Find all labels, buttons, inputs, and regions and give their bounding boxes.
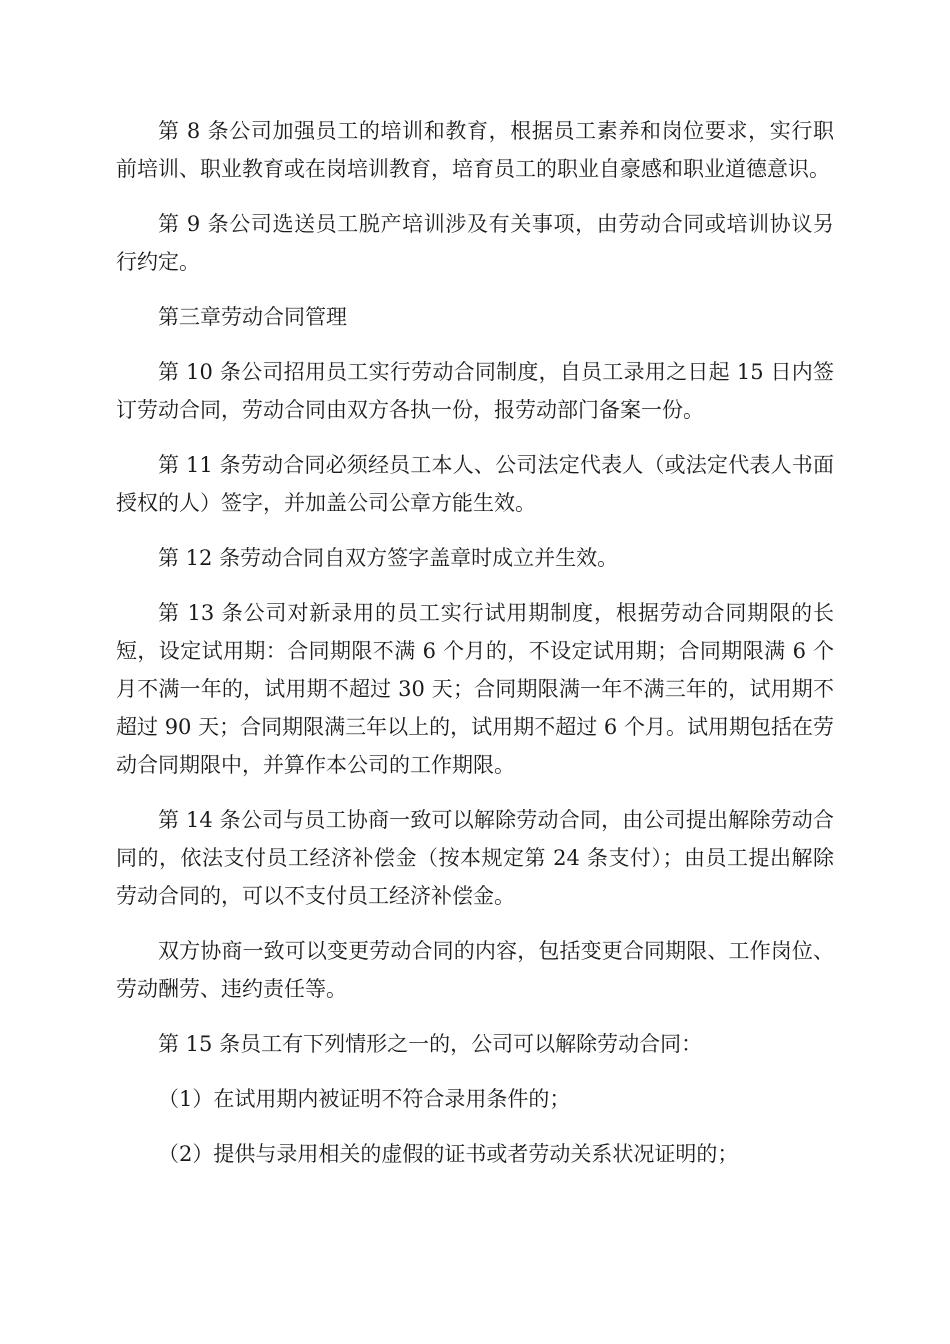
contract-change-paragraph: 双方协商一致可以变更劳动合同的内容，包括变更合同期限、工作岗位、劳动酬劳、违约责任等。 [116, 939, 834, 1001]
list-item-1: （1）在试用期内被证明不符合录用条件的； [158, 1087, 571, 1111]
article-14-paragraph: 第 14 条公司与员工协商一致可以解除劳动合同，由公司提出解除劳动合同的，依法支付员工经济补偿金（按本规定第 24 条支付）；由员工提出解除劳动合同的，可以不支付员工经济补偿金。 [116, 808, 834, 908]
article-9-paragraph: 第 9 条公司选送员工脱产培训涉及有关事项，由劳动合同或培训协议另行约定。 [116, 212, 834, 274]
article-8-paragraph: 第 8 条公司加强员工的培训和教育，根据员工素养和岗位要求，实行职前培训、职业教育或在岗培训教育，培育员工的职业自豪感和职业道德意识。 [116, 119, 834, 181]
chapter-3-heading: 第三章劳动合同管理 [158, 305, 347, 329]
article-10-paragraph: 第 10 条公司招用员工实行劳动合同制度，自员工录用之日起 15 日内签订劳动合同，劳动合同由双方各执一份，报劳动部门备案一份。 [116, 360, 834, 422]
article-15-paragraph: 第 15 条员工有下列情形之一的，公司可以解除劳动合同： [158, 1032, 703, 1056]
article-11-paragraph: 第 11 条劳动合同必须经员工本人、公司法定代表人（或法定代表人书面授权的人）签字，并加盖公司公章方能生效。 [116, 453, 834, 515]
document-body [116, 112, 834, 1190]
article-13-paragraph: 第 13 条公司对新录用的员工实行试用期制度，根据劳动合同期限的长短，设定试用期：合同期限不满 6 个月的，不设定试用期；合同期限满 6 个月不满一年的，试用期不超过 30 天；合同期限满一年不满三年的，试用期不超过 90 天；合同期限满三年以上的，试用期不超过 6 个月。试用期包括在劳动合同期限中，并算作本公司的工作期限。 [116, 601, 834, 777]
list-item-2: （2）提供与录用相关的虚假的证书或者劳动关系状况证明的； [158, 1142, 739, 1166]
article-12-paragraph: 第 12 条劳动合同自双方签字盖章时成立并生效。 [158, 546, 619, 570]
